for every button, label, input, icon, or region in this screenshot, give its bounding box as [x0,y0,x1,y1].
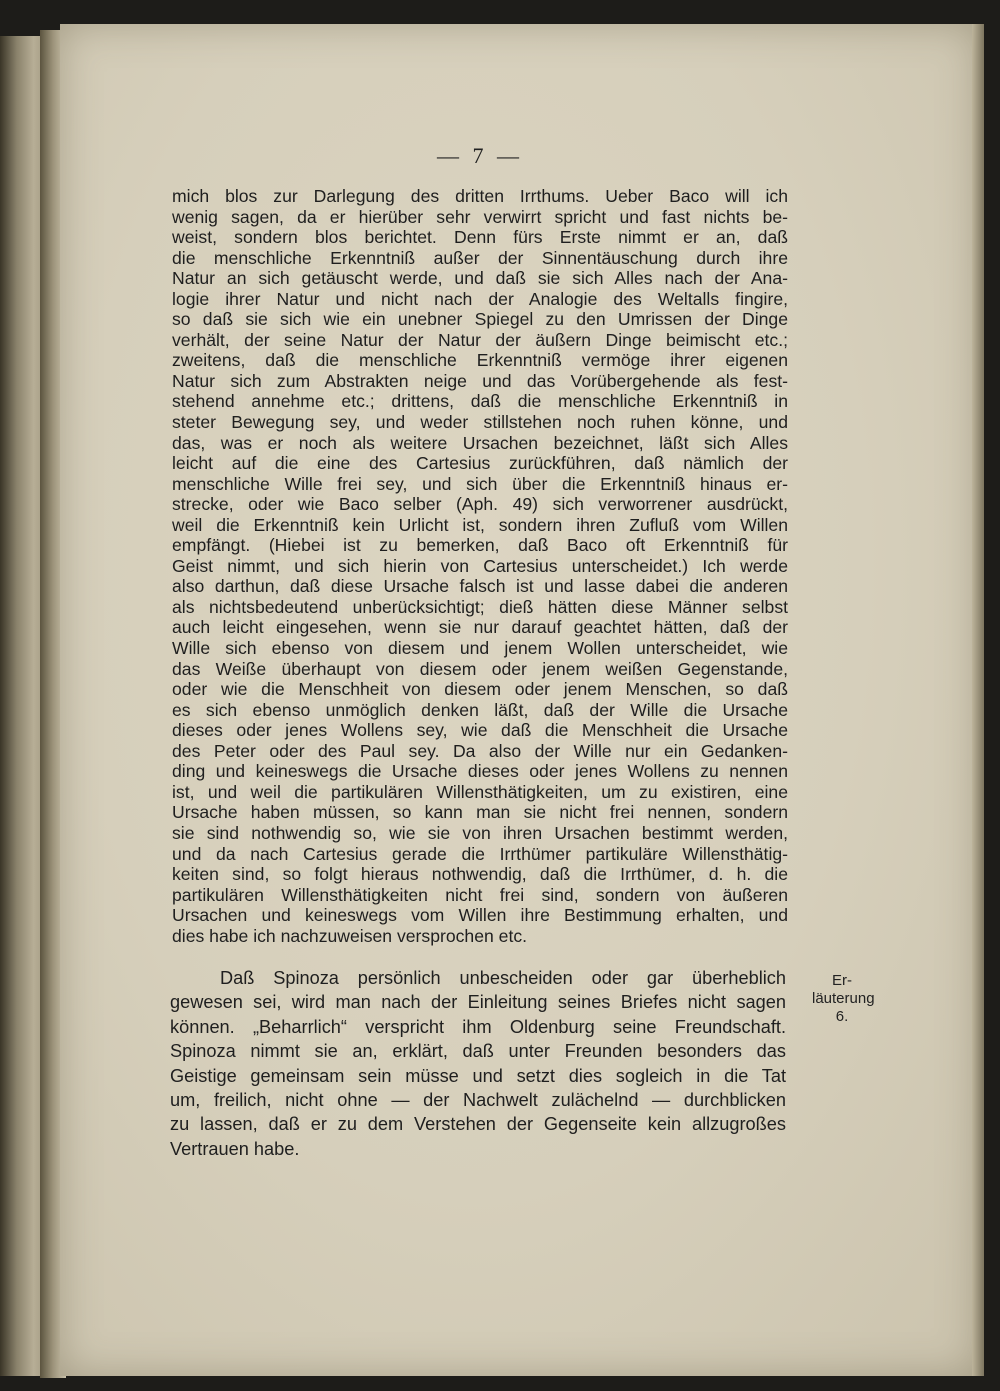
text-line: Natur sich zum Abstrakten neige und das Vorübergehende als fest- [172,370,788,391]
text-line: strecke, oder wie Baco selber (Aph. 49) sich verworrener ausdrückt, [172,494,788,515]
text-line: auch leicht eingesehen, wenn sie nur darauf geachtet hätten, daß der [172,617,788,638]
text-line: empfängt. (Hiebei ist zu bemerken, daß Baco oft Erkenntniß für [172,535,788,556]
text-line: keiten sind, so folgt hieraus nothwendig, daß die Irrthümer, d. h. die [172,864,788,885]
text-line: mich blos zur Darlegung des dritten Irrthums. Ueber Baco will ich [172,186,788,206]
text-line: oder wie die Menschheit von diesem oder jenem Menschen, so daß [172,679,788,700]
text-line: partikulären Willensthätigkeiten nicht frei sind, sondern von äußeren [172,884,788,905]
text-line: ding und keineswegs die Ursache dieses oder jenes Wollens zu nennen [172,761,788,782]
text-line: können. „Beharrlich“ verspricht ihm Oldenburg seine Freundschaft. [170,1016,786,1037]
text-line: Geistige gemeinsam sein müsse und setzt dies sogleich in die Tat [170,1065,786,1086]
page-number: — 7 — [437,143,523,168]
text-line: menschliche Wille frei sey, und sich über die Erkenntniß hinaus er- [172,473,788,494]
text-line: also darthun, daß diese Ursache falsch ist und lasse dabei die anderen [172,576,788,597]
text-line: stehend annehme etc.; drittens, daß die menschliche Erkenntniß in [172,391,788,412]
text-line: um, freilich, nicht ohne — der Nachwelt zulächelnd — durchblicken [170,1090,786,1111]
text-line: logie ihrer Natur und nicht nach der Analogie des Weltalls fingire, [172,288,788,309]
text-line: wenig sagen, da er hierüber sehr verwirrt spricht und fast nichts be- [172,206,788,227]
text-line: weil die Erkenntniß kein Urlicht ist, sondern ihren Zufluß vom Willen [172,514,788,535]
text-line: Vertrauen habe. [170,1138,300,1159]
second-paragraph [170,966,786,1161]
text-line: und da nach Cartesius gerade die Irrthümer partikuläre Willensthätig- [172,843,788,864]
text-line: ist, und weil die partikulären Willensthätigkeiten, um zu existiren, eine [172,781,788,802]
text-line: es sich ebenso unmöglich denken läßt, daß der Wille die Ursache [172,699,788,720]
text-line: sie sind nothwendig so, wie sie von ihren Ursachen bestimmt werden, [172,822,788,843]
text-line: Spinoza nimmt sie an, erklärt, daß unter Freunden besonders das [170,1041,786,1062]
text-line: das Weiße überhaupt von diesem oder jenem weißen Gegenstande, [172,658,788,679]
text-line: zweitens, daß die menschliche Erkenntniß vermöge ihrer eigenen [172,350,788,371]
text-line: verhält, der seine Natur der Natur der äußern Dinge beimischt etc.; [172,329,788,350]
main-paragraph [172,186,788,946]
text-line: dieses oder jenes Wollens sey, wie daß die Menschheit die Ursache [172,720,788,741]
margin-note-line: Er- [832,972,852,989]
page-right-edge [972,24,984,1376]
margin-note [812,972,875,1026]
text-line: leicht auf die eine des Cartesius zurückführen, daß nämlich der [172,453,788,474]
text-line: Ursache haben müssen, so kann man sie nicht frei nennen, sondern [172,802,788,823]
text-line: Wille sich ebenso von diesem und jenem Wollen unterscheidet, wie [172,638,788,659]
text-line: Daß Spinoza persönlich unbescheiden oder gar überheblich [220,968,786,988]
text-line: Ursachen und keineswegs vom Willen ihre Bestimmung erhalten, und [172,905,788,926]
text-line: als nichtsbedeutend unberücksichtigt; dieß hätten diese Männer selbst [172,596,788,617]
text-line: zu lassen, daß er zu dem Verstehen der Gegenseite kein allzugroßes [170,1114,786,1135]
text-line: des Peter oder des Paul sey. Da also der Wille nur ein Gedanken- [172,740,788,761]
text-line: Geist nimmt, und sich hierin von Cartesius unterscheidet.) Ich werde [172,555,788,576]
text-line: steter Bewegung sey, und weder stillstehen noch ruhen könne, und [172,412,788,433]
text-line: gewesen sei, wird man nach der Einleitung seines Briefes nicht sagen [170,992,786,1013]
text-line: so daß sie sich wie ein unebner Spiegel zu den Umrissen der Dinge [172,309,788,330]
text-line: Natur an sich getäuscht werde, und daß sie sich Alles nach der Ana- [172,268,788,289]
text-line: weist, sondern blos berichtet. Denn fürs Erste nimmt er an, daß [172,227,788,248]
margin-note-line: läuterung [812,990,875,1007]
text-line: das, was er noch als weitere Ursachen bezeichnet, läßt sich Alles [172,432,788,453]
text-line: die menschliche Erkenntniß außer der Sinnentäuschung durch ihre [172,247,788,268]
text-line: dies habe ich nachzuweisen versprochen etc. [172,925,528,946]
margin-note-line: 6. [835,1008,849,1025]
